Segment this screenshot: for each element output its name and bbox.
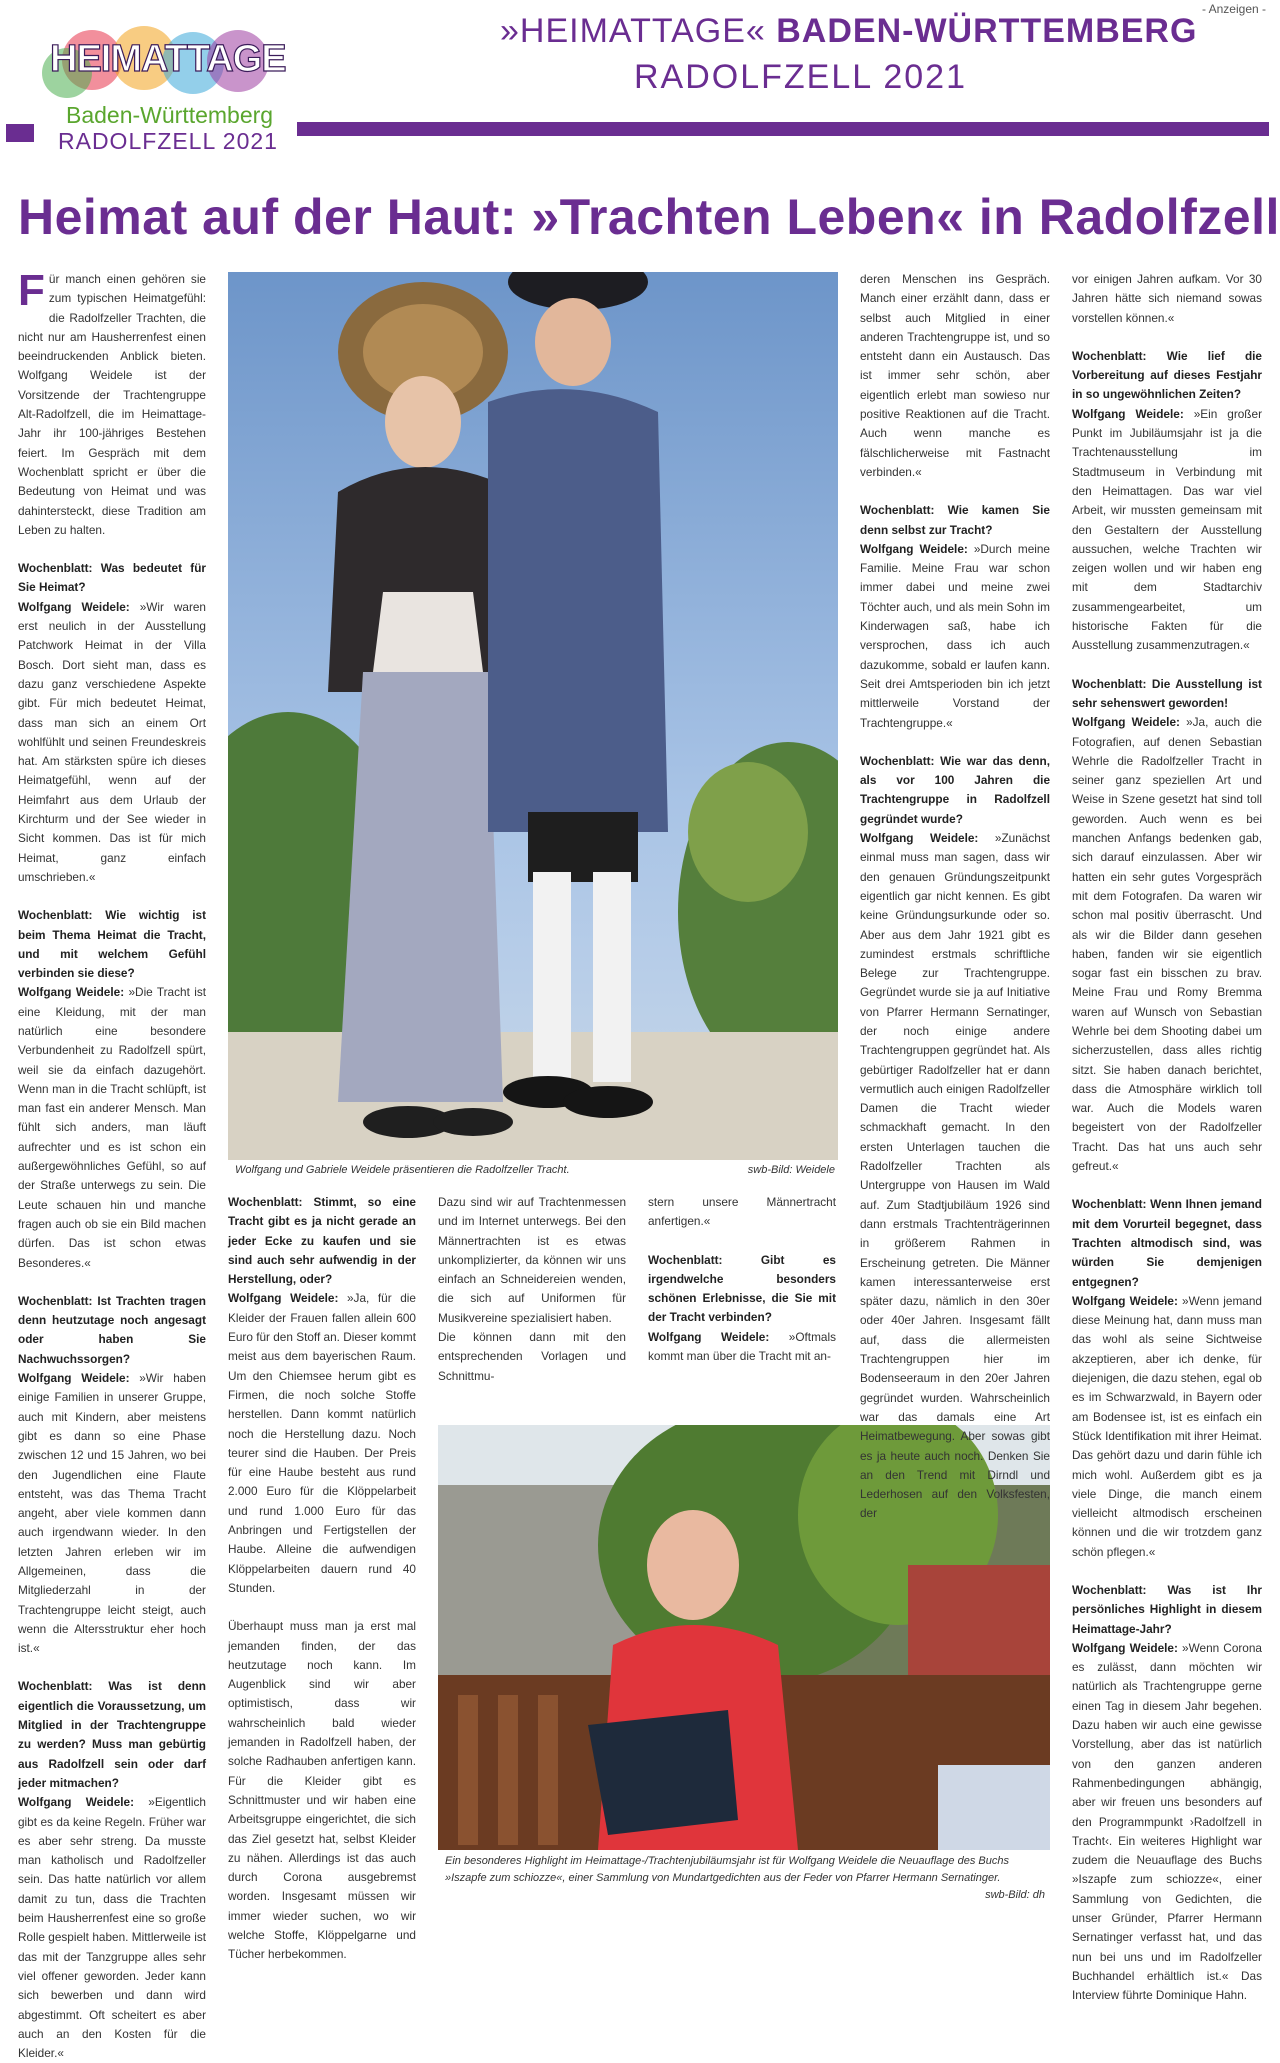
question: Wochenblatt: Gibt es irgendwelche besonders schönen Erlebnisse, die Sie mit der Tracht verbinden? (648, 1252, 836, 1325)
article-column-4 (648, 1193, 836, 1413)
speaker: Wolfgang Weidele: (860, 831, 979, 846)
header-line-2: RADOLFZELL 2021 (634, 58, 967, 96)
question: Wochenblatt: Wie war das denn, als vor 100 Jahren die Trachtengruppe in Radolfzell gegründet wurde? (860, 753, 1050, 826)
article-headline: Heimat auf der Haut: »Trachten Leben« in Radolfzell (18, 189, 1280, 245)
question: Wochenblatt: Stimmt, so eine Tracht gibt es ja nicht gerade an jeder Ecke zu kaufen und sie sind auch sehr aufwendig in der Herstellung, oder? (228, 1195, 416, 1287)
paragraph: deren Menschen ins Gespräch. Manch einer erzählt dann, dass er selbst auch Mitglied in einer anderen Trachtengruppe ist, und so entsteht dann ein Austausch. Das ist immer sehr schön, aber eigentlich erlebt man sowieso nur positive Reaktionen auf die Tracht. Auch wenn manche es fälschlicherweise mit Fastnacht verbinden.« (860, 272, 1050, 479)
paragraph: stern unsere Männertracht anfertigen.« (648, 1195, 836, 1229)
answer: »Die Tracht ist eine Kleidung, mit der man natürlich eine besondere Verbundenheit zu Radolfzell spürt, weil sie da einfach dazugehört. Wenn man in die Tracht schlüpft, ist man fast ein anderer Mensch. Man fühlt sich anders, man läuft aufrechter und es ist schon ein außergewöhnliches Gefühl, so auf der Straße unterwegs zu sein. Die Leute schauen hin und manche fragen auch ob sie ein Bild machen dürfen. Das ist schon etwas Besonderes.« (18, 985, 206, 1270)
photo-couple-in-tracht (228, 272, 838, 1160)
speaker: Wolfgang Weidele: (1072, 406, 1184, 421)
speaker: Wolfgang Weidele: (228, 1291, 339, 1306)
speaker: Wolfgang Weidele: (1072, 1293, 1178, 1308)
answer: »Wir waren erst neulich in der Ausstellung Patchwork Heimat in der Villa Bosch. Dort sieht man, dass es dazu ganz verschiedene Aspekte gibt. Für mich bedeutet Heimat, dass man sich an einem Ort wohlfühlt und seinen Freundeskreis hat. Am stärksten spüre ich dieses Heimatgefühl, wenn auf der Heimfahrt aus dem Urlaub der Kirchturm und der See wieder in Sicht kommen. Das ist für mich Heimat, ganz einfach umschrieben.« (18, 599, 206, 884)
heimattage-logo (42, 30, 287, 155)
article-column-2 (228, 1193, 416, 1962)
article-column-6 (1072, 270, 1262, 2003)
question: Wochenblatt: Was ist denn eigentlich die Voraussetzung, um Mitglied in der Trachtengruppe zu werden? Muss man gebürtig aus Radolfzell sein oder darf jeder mitmachen? (18, 1679, 206, 1790)
answer: »Wir haben einige Familien in unserer Gruppe, auch mit Kindern, aber meistens gibt es dann so eine Phase zwischen 12 und 15 Jahren, wo bei den Jugendlichen eine Flaute entsteht, was das Thema Tracht angeht, aber viele kommen dann auch irgendwann wieder. In den letzten Jahren erleben wir im Allgemeinen, dass die Mitgliederzahl in der Trachtengruppe leicht steigt, auch wenn die Altersstruktur eher hoch ist.« (18, 1371, 206, 1656)
speaker: Wolfgang Weidele: (18, 599, 130, 614)
couple-illustration (228, 272, 838, 1160)
speaker: Wolfgang Weidele: (860, 541, 968, 556)
article-column-3 (438, 1193, 626, 1413)
question: Wochenblatt: Wie wichtig ist beim Thema Heimat die Tracht, und mit welchem Gefühl verbinden sie diese? (18, 908, 206, 981)
photo-1-caption: Wolfgang und Gabriele Weidele präsentieren die Radolfzeller Tracht. (235, 1164, 570, 1176)
question: Wochenblatt: Wie kamen Sie denn selbst zur Tracht? (860, 503, 1050, 537)
answer: »Wenn jemand diese Meinung hat, dann muss man das wohl als seine Sichtweise akzeptieren, aber ich denke, für diejenigen, die dazu stehen, egal ob es im Schwarzwald, in Bayern oder am Bodensee ist, ist es einfach ein Stück Identifikation mit ihrer Heimat. Das gehört dazu und darin fühle ich mich wohl. Außerdem gibt es ja viele Dinge, die manch einem vielleicht altmodisch erscheinen können und die wir trotzdem ganz schön pflegen.« (1072, 1293, 1262, 1559)
paragraph: Dazu sind wir auf Trachtenmessen und im Internet unterwegs. Bei den Männertrachten ist es etwas unkomplizierter, da können wir uns einfach an Schneidereien wenden, die sich auf Uniformen für Musikvereine spezialisiert haben. (438, 1195, 626, 1325)
answer: »Ja, für die Kleider der Frauen fallen allein 600 Euro für den Stoff an. Dieser kommt meist aus dem bayerischen Raum. Um den Chiemsee herum gibt es Firmen, die noch solche Stoffe herstellen. Dann kommt natürlich noch die Herstellung dazu. Noch teurer sind die Hauben. Der Preis für eine Haube besteht aus rund 2.000 Euro für die Klöppelarbeit und rund 1.000 Euro für das Anbringen und Fertigstellen der Haube. Alleine die aufwendigen Klöppelarbeiten dauern rund 40 Stunden. (228, 1291, 416, 1595)
logo-subtitle-region: Baden-Württemberg (66, 102, 274, 128)
photo-1-credit: swb-Bild: Weidele (747, 1164, 835, 1176)
logo-subtitle-city: RADOLFZELL 2021 (58, 128, 278, 154)
question: Wochenblatt: Was bedeutet für Sie Heimat? (18, 561, 206, 595)
question: Wochenblatt: Wie lief die Vorbereitung auf dieses Festjahr in so ungewöhnlichen Zeiten? (1072, 348, 1262, 402)
answer: »Ein großer Punkt im Jubiläumsjahr ist ja die Trachtenausstellung im Stadtmuseum in Verbindung mit den Heimattagen. Das war viel Arbeit, wir mussten gemeinsam mit den Gestaltern der Ausstellung aussuchen, welche Trachten wir zeigen wollen und wir haben eng mit dem Stadtarchiv zusammengearbeitet, um historische Fakten für die Ausstellung zusammenzutragen.« (1072, 406, 1262, 653)
paragraph: Überhaupt muss man ja erst mal jemanden finden, der das heutzutage noch kann. Im Augenblick sind wir aber optimistisch, dass wir wahrscheinlich bald wieder jemanden in Radolfzell haben, der solche Radhauben anfertigen kann. Für die Kleider gibt es Schnittmuster und wir haben eine Arbeitsgruppe eingerichtet, die sich das Ziel gesetzt hat, selbst Kleider zu nähen. Allerdings ist das auch durch Corona ausgebremst worden. Insgesamt müssen wir immer wieder suchen, wo wir welche Stoffe, Klöppelgarne und Tücher herbekommen. (228, 1619, 416, 1962)
header-rule-left (6, 124, 34, 142)
photo-2-caption: Ein besonderes Highlight im Heimattage-/Trachtenjubiläumsjahr ist für Wolfgang Weidele die Neuauflage des Buchs »Iszapfe zum schiozze«, einer Sammlung von Mundartgedichten aus der Feder von Pfarrer Hermann Sernatinger. (445, 1855, 1009, 1884)
answer: »Oftmals kommt man über die Tracht mit an- (648, 1329, 836, 1364)
speaker: Wolfgang Weidele: (648, 1329, 770, 1344)
answer: »Ja, auch die Fotografien, auf denen Sebastian Wehrle die Radolfzeller Tracht in seiner ganz speziellen Art und Weise in Szene gesetzt hat sind toll geworden. Auch wenn es bei manchen Anfangs bedenken gab, sich darauf einzulassen. Aber wir hatten ein sehr gutes Vorgespräch mit dem Fotografen. Da waren wir schon mal positiv überrascht. Und als wir die Bilder dann gesehen haben, fanden wir sie eigentlich sogar fast ein bisschen zu brav. Meine Frau und Romy Bremma waren auf Wunsch von Sebastian Wehrle bei dem Shooting dabei um sicherzustellen, dass alles richtig sitzt. Sie haben danach berichtet, dass die Atmosphäre wirklich toll war. Auch die Models waren begeistert von der Radolfzeller Tracht. Das hat uns auch sehr gefreut.« (1072, 715, 1262, 1174)
header-rule-right (297, 122, 1269, 136)
speaker: Wolfgang Weidele: (18, 1371, 130, 1386)
speaker: Wolfgang Weidele: (1072, 1640, 1178, 1655)
paragraph: Die können dann mit den entsprechenden Vorlagen und Schnittmu- (438, 1330, 626, 1383)
question: Wochenblatt: Ist Trachten tragen denn heutzutage noch angesagt oder haben Sie Nachwuchssorgen? (18, 1293, 206, 1366)
speaker: Wolfgang Weidele: (18, 1795, 135, 1810)
answer: »Durch meine Familie. Meine Frau war schon immer dabei und meine zwei Töchter auch, und als mein Sohn im Kinderwagen saß, habe ich versprochen, dass ich auch dazukomme, sobald er laufen kann. Seit drei Amtsperioden bin ich jetzt mittlerweile Vorstand der Trachtengruppe.« (860, 541, 1050, 730)
drop-cap: F (18, 266, 45, 315)
question: Wochenblatt: Wenn Ihnen jemand mit dem Vorurteil begegnet, dass Trachten altmodisch sind, was würden Sie demjenigen entgegnen? (1072, 1197, 1262, 1289)
header-region: BADEN-WÜRTTEMBERG (776, 12, 1198, 50)
question: Wochenblatt: Was ist Ihr persönliches Highlight in diesem Heimattage-Jahr? (1072, 1583, 1262, 1636)
header-prefix: »HEIMATTAGE« (500, 12, 766, 50)
ad-label: - Anzeigen - (1201, 2, 1266, 16)
speaker: Wolfgang Weidele: (18, 985, 125, 1000)
question: Wochenblatt: Die Ausstellung ist sehr sehenswert geworden! (1072, 676, 1262, 710)
paragraph: vor einigen Jahren aufkam. Vor 30 Jahren hätte sich niemand sowas vorstellen können.« (1072, 272, 1262, 325)
photo-2-credit: swb-Bild: dh (985, 1889, 1045, 1901)
logo-wordmark: HEIMATTAGE (50, 38, 286, 80)
article-column-1 (18, 266, 206, 2061)
answer: »Zunächst einmal muss man sagen, dass wir den genauen Gründungszeitpunkt eigentlich gar nicht kennen. Es gibt keine Gründungsurkunde oder so. Aber aus dem Jahr 1921 gibt es zumindest erstmals schriftliche Belege zur Trachtengruppe. Gegründet wurde sie ja auf Initiative von Pfarrer Hermann Sernatinger, der noch einige andere Trachtengruppen gegründet hat. Als gebürtiger Radolfzeller hat er dann vermutlich auch einigen Radolfzeller Damen die Tracht wieder schmackhaft gemacht. In den ersten Unterlagen tauchen die Radolfzeller Trachten als Untergruppe von Hausen im Wald auf. Zum Stadtjubiläum 1926 sind dann erstmals Trachtenträgerinnen in größerem Rahmen in Erscheinung getreten. Die Männer kamen interessanterweise erst später dazu, nämlich in den 30er oder 40er Jahren. Insgesamt fällt auf, dass die allermeisten Trachtengruppen hier im Bodenseeraum in den 20er Jahren gegründet wurden. Wahrscheinlich war das damals eine Art Heimatbewegung. Aber sowas gibt es ja heute auch noch. Denken Sie an den Trend mit Dirndl und Lederhosen auf den Volksfesten, der (860, 831, 1050, 1521)
answer: »Wenn Corona es zulässt, dann möchten wir natürlich als Trachtengruppe gerne einen Tag in diesem Jahr begehen. Dazu haben wir auch eine gewisse Vorstellung, aber das ist natürlich von den ganzen anderen Rahmenbedingungen abhängig, aber wir freuen uns besonders auf den Programmpunkt ›Radolfzell in Tracht‹. Ein weiteres Highlight war zudem die Neuauflage des Buchs »Iszapfe zum schiozze«, einer Sammlung von Gedichten, die unser Gründer, Pfarrer Hermann Sernatinger verfasst hat, und das nun bei uns und im Radolfzeller Buchhandel erhältlich ist.« Das Interview führte Dominique Hahn. (1072, 1640, 1262, 2003)
speaker: Wolfgang Weidele: (1072, 715, 1180, 730)
article-column-5 (860, 270, 1050, 1521)
header-line-1 (500, 12, 1197, 51)
answer: »Eigentlich gibt es da keine Regeln. Früher war es aber sehr streng. Da musste man katholisch und Radolfzeller sein. Das hatte natürlich vor allem damit zu tun, dass die Trachten beim Hausherrenfest eine so große Rolle gespielt haben. Mittlerweile ist das mit der Tanzgruppe alles sehr viel offener geworden. Jeder kann sich bewerben und dann wird abgestimmt. Oft scheitert es aber auch an den Kosten für die Kleider.« (18, 1795, 206, 2061)
article-intro: ür manch einen gehören sie zum typischen Heimatgefühl: die Radolfzeller Trachten, die nicht nur am Hausherrenfest einen beeindruckenden Anblick bieten. Wolfgang Weidele ist der Vorsitzende der Trachtengruppe Alt-Radolfzell, die im Heimattage-Jahr ihr 100-jähriges Bestehen feiert. Im Gespräch mit dem Wochenblatt spricht er über die Bedeutung von Heimat und was dahintersteckt, diese Tradition am Leben zu halten. (18, 272, 206, 537)
